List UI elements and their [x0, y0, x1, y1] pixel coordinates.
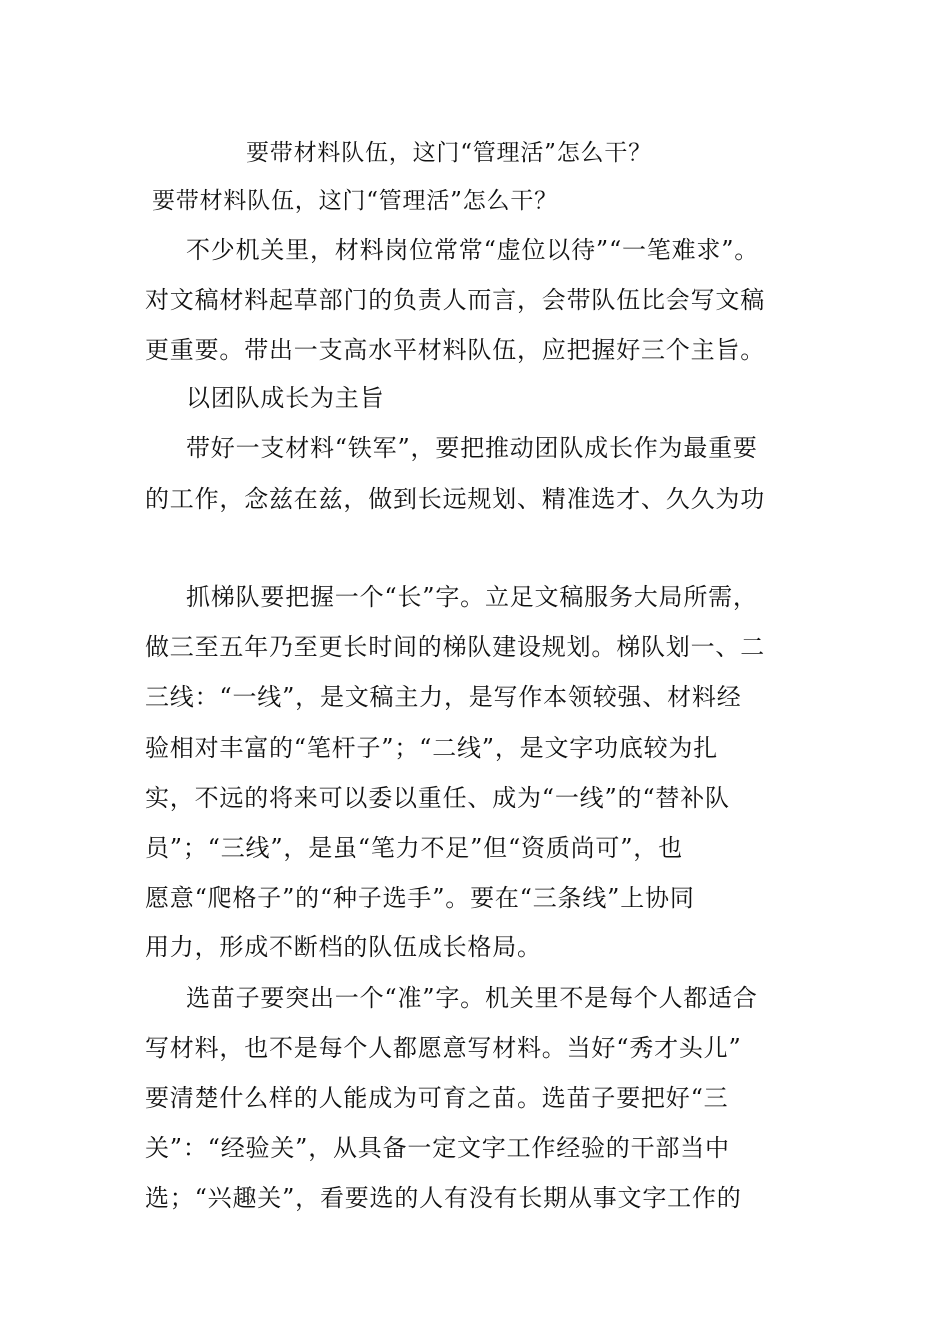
document-subtitle: 要带材料队伍，这门“管理活”怎么干？: [152, 188, 558, 214]
paragraph-line: 选苗子要突出一个“准”字。机关里不是每个人都适合: [186, 984, 758, 1012]
paragraph-line: 三线：“一线”，是文稿主力，是写作本领较强、材料经: [145, 683, 742, 711]
paragraph-line: 更重要。带出一支高水平材料队伍，应把握好三个主旨。: [145, 336, 765, 364]
paragraph-line: 做三至五年乃至更长时间的梯队建设规划。梯队划一、二: [145, 633, 765, 661]
document-title: 要带材料队伍，这门“管理活”怎么干？: [246, 140, 652, 166]
paragraph-line: 对文稿材料起草部门的负责人而言，会带队伍比会写文稿: [145, 286, 765, 314]
paragraph-line: 实，不远的将来可以委以重任、成为“一线”的“替补队: [145, 784, 730, 812]
paragraph-line: 选；“兴趣关”，看要选的人有没有长期从事文字工作的: [145, 1184, 742, 1212]
paragraph-line: 愿意“爬格子”的“种子选手”。要在“三条线”上协同: [145, 884, 695, 912]
paragraph-line: 要清楚什么样的人能成为可育之苗。选苗子要把好“三: [145, 1084, 729, 1112]
section-heading: 以团队成长为主旨: [186, 384, 385, 412]
paragraph-line: 不少机关里，材料岗位常常“虚位以待”“一笔难求”。: [186, 236, 760, 264]
paragraph-line: 的工作，念兹在兹，做到长远规划、精准选才、久久为功: [145, 485, 765, 513]
paragraph-line: 带好一支材料“铁军”，要把推动团队成长作为最重要: [186, 434, 758, 462]
paragraph-line: 员”；“三线”，是虽“笔力不足”但“资质尚可”，也: [145, 834, 683, 862]
paragraph-line: 关”：“经验关”，从具备一定文字工作经验的干部当中: [145, 1134, 730, 1162]
paragraph-line: 用力，形成不断档的队伍成长格局。: [145, 933, 542, 961]
paragraph-line: 抓梯队要把握一个“长”字。立足文稿服务大局所需，: [186, 583, 758, 611]
paragraph-line: 验相对丰富的“笔杆子”；“二线”，是文字功底较为扎: [145, 734, 719, 762]
paragraph-line: 写材料，也不是每个人都愿意写材料。当好“秀才头儿”: [145, 1034, 742, 1062]
